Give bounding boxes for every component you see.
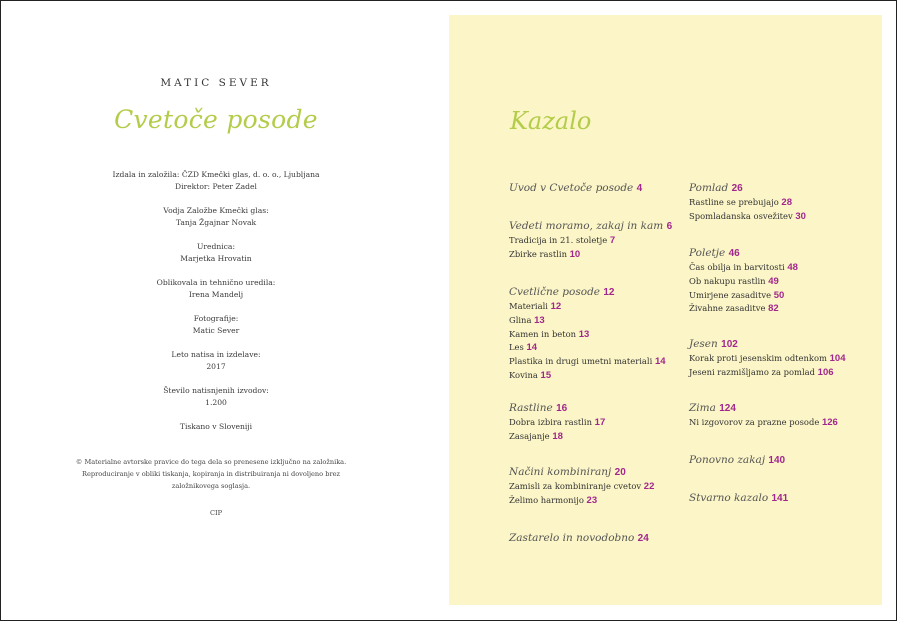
toc-section-title xyxy=(509,285,666,300)
item-label: Ni izgovorov za prazne posode xyxy=(689,417,820,427)
toc-section xyxy=(689,491,788,506)
item-label: Kamen in beton xyxy=(509,328,577,339)
page-number: 104 xyxy=(829,353,846,364)
toc-item xyxy=(509,248,672,262)
item-label: Korak proti jesenskim odtenkom xyxy=(689,353,827,363)
page-number: 22 xyxy=(643,481,655,492)
section-title-text: Uvod v Cvetoče posode xyxy=(509,182,634,194)
toc-section-title xyxy=(509,401,605,416)
toc-item xyxy=(509,300,666,314)
item-label: Spomladanska osvežitev xyxy=(689,210,793,221)
item-label: Materiali xyxy=(509,301,548,311)
toc-section xyxy=(509,285,666,383)
toc-item xyxy=(509,494,654,508)
page-number: 14 xyxy=(654,356,666,368)
toc-section xyxy=(689,401,838,430)
page-number: 50 xyxy=(773,289,785,301)
book-title: Cvetoče posode xyxy=(114,105,318,134)
table-of-contents-page xyxy=(449,15,882,605)
page-number: 18 xyxy=(552,430,563,442)
toc-item xyxy=(689,289,798,303)
toc-item xyxy=(509,355,666,369)
toc-section xyxy=(509,219,672,262)
item-label: Kovina xyxy=(509,369,538,380)
cip-label: CIP xyxy=(209,509,223,517)
toc-item xyxy=(689,416,838,430)
page-number: 126 xyxy=(821,417,838,428)
item-label: Čas obilja in barvitosti xyxy=(689,262,785,272)
credit-line: Direktor: Peter Zadel xyxy=(175,182,257,191)
page-number: 13 xyxy=(578,328,590,340)
toc-section xyxy=(509,401,605,444)
page-number: 12 xyxy=(550,301,562,312)
page-number: 48 xyxy=(787,262,798,273)
toc-item xyxy=(509,234,672,248)
credit-line: Matic Sever xyxy=(192,326,240,335)
toc-item xyxy=(689,261,798,275)
toc-section xyxy=(689,181,806,224)
credit-photos xyxy=(1,313,431,337)
toc-item xyxy=(689,352,846,366)
page-number: 140 xyxy=(768,455,786,466)
toc-item xyxy=(509,416,605,430)
credit-line: Fotografije: xyxy=(193,314,239,323)
section-title-text: Cvetlične posode xyxy=(509,286,600,298)
page-number: 102 xyxy=(721,339,738,350)
item-label: Živahne zasaditve xyxy=(689,303,766,314)
section-title-text: Poletje xyxy=(689,247,726,259)
credit-line: Marjetka Hrovatin xyxy=(180,254,252,263)
credit-editor xyxy=(1,241,431,265)
section-title-text: Ponovno zakaj xyxy=(689,454,766,466)
toc-section xyxy=(689,453,785,468)
toc-heading: Kazalo xyxy=(510,107,592,135)
credit-editor-head xyxy=(1,205,431,229)
toc-section xyxy=(509,531,649,546)
author-name: MATIC SEVER xyxy=(160,77,272,89)
page-number: 124 xyxy=(719,403,736,414)
page-number: 7 xyxy=(609,235,616,246)
item-label: Želimo harmonijo xyxy=(509,494,584,505)
item-label: Ob nakupu rastlin xyxy=(689,275,766,286)
toc-item xyxy=(689,302,798,316)
toc-section-title xyxy=(509,181,642,196)
toc-item xyxy=(509,341,666,355)
item-label: Umirjene zasaditve xyxy=(689,289,772,300)
page-number: 17 xyxy=(594,417,606,428)
toc-item xyxy=(689,196,806,210)
page-number: 28 xyxy=(781,197,792,208)
credit-line: Oblikovala in tehnično uredila: xyxy=(156,278,276,287)
section-title-text: Pomlad xyxy=(689,182,729,194)
toc-item xyxy=(689,275,798,289)
section-title-text: Stvarno kazalo xyxy=(689,492,769,504)
imprint-page xyxy=(1,1,449,620)
credit-line: 2017 xyxy=(206,362,226,371)
page-number: 49 xyxy=(768,275,779,287)
credit-line: Izdala in založila: ČZD Kmečki glas, d. o. o., Ljubljana xyxy=(112,170,320,179)
toc-item xyxy=(509,328,666,342)
page-number: 20 xyxy=(614,467,626,478)
toc-section-title xyxy=(689,337,846,352)
section-title-text: Zima xyxy=(689,402,716,414)
toc-section-title xyxy=(509,465,654,480)
item-label: Jeseni razmišljamo za pomlad xyxy=(689,366,815,377)
credits xyxy=(1,169,431,445)
page-number: 12 xyxy=(603,287,615,298)
toc-item xyxy=(689,210,806,224)
credit-line: Irena Mandelj xyxy=(188,290,244,299)
page-number: 4 xyxy=(636,183,643,194)
page-number: 13 xyxy=(534,314,545,326)
credit-year xyxy=(1,349,431,373)
page-number: 141 xyxy=(771,493,789,504)
toc-section-title xyxy=(689,401,838,416)
page-number: 30 xyxy=(795,210,806,222)
credit-print-run xyxy=(1,385,431,409)
page-number: 26 xyxy=(731,183,743,194)
section-title-text: Zastarelo in novodobno xyxy=(509,532,635,544)
toc-section-title xyxy=(689,246,798,261)
toc-section xyxy=(689,337,846,380)
item-label: Tradicija in 21. stoletje xyxy=(509,235,608,245)
toc-section-title xyxy=(509,531,649,546)
toc-item xyxy=(509,314,666,328)
credit-line: Tanja Žgajnar Novak xyxy=(175,218,257,227)
toc-section-title xyxy=(689,491,788,506)
item-label: Glina xyxy=(509,314,532,325)
toc-item xyxy=(509,369,666,383)
page-number: 6 xyxy=(666,221,673,232)
page-number: 24 xyxy=(637,533,649,544)
toc-item xyxy=(509,430,605,444)
credit-line: Tiskano v Sloveniji xyxy=(179,422,253,431)
toc-section xyxy=(509,465,654,508)
credit-line: Leto natisa in izdelave: xyxy=(171,350,261,359)
credit-printed-in xyxy=(1,421,431,433)
copyright-notice: © Materialne avtorske pravice do tega dela so prenesene izključno na založnika. Reproduciranje v obliki tiskanja, kopiranja in distribuiranja ni dovoljeno brez založnikovega soglasja. xyxy=(75,458,347,490)
toc-item xyxy=(509,480,654,494)
item-label: Zamisli za kombiniranje cvetov xyxy=(509,481,642,491)
page-number: 15 xyxy=(540,369,552,381)
page-number: 14 xyxy=(526,342,538,354)
credit-line: Število natisnjenih izvodov: xyxy=(163,386,269,395)
item-label: Zbirke rastlin xyxy=(509,248,567,259)
page-number: 106 xyxy=(817,366,834,378)
toc-section-title xyxy=(689,181,806,196)
section-title-text: Vedeti moramo, zakaj in kam xyxy=(509,220,664,232)
item-label: Plastika in drugi umetni materiali xyxy=(509,356,653,367)
section-title-text: Jesen xyxy=(689,338,718,350)
page-number: 82 xyxy=(768,303,779,315)
credit-line: Urednica: xyxy=(196,242,236,251)
credit-publisher xyxy=(1,169,431,193)
toc-section xyxy=(689,246,798,316)
toc-section-title xyxy=(509,219,672,234)
credit-design xyxy=(1,277,431,301)
toc-section xyxy=(509,181,642,196)
page-number: 10 xyxy=(569,248,581,260)
section-title-text: Rastline xyxy=(509,402,553,414)
credit-line: Vodja Založbe Kmečki glas: xyxy=(163,206,269,215)
item-label: Zasajanje xyxy=(509,430,550,441)
credit-line: 1.200 xyxy=(205,398,227,407)
toc-section-title xyxy=(689,453,785,468)
item-label: Les xyxy=(509,342,524,353)
toc-item xyxy=(689,366,846,380)
page-number: 16 xyxy=(556,403,568,414)
page-number: 46 xyxy=(728,248,740,259)
page-number: 23 xyxy=(586,494,598,506)
item-label: Dobra izbira rastlin xyxy=(509,417,592,427)
item-label: Rastline se prebujajo xyxy=(689,197,779,207)
section-title-text: Načini kombiniranj xyxy=(509,466,612,478)
